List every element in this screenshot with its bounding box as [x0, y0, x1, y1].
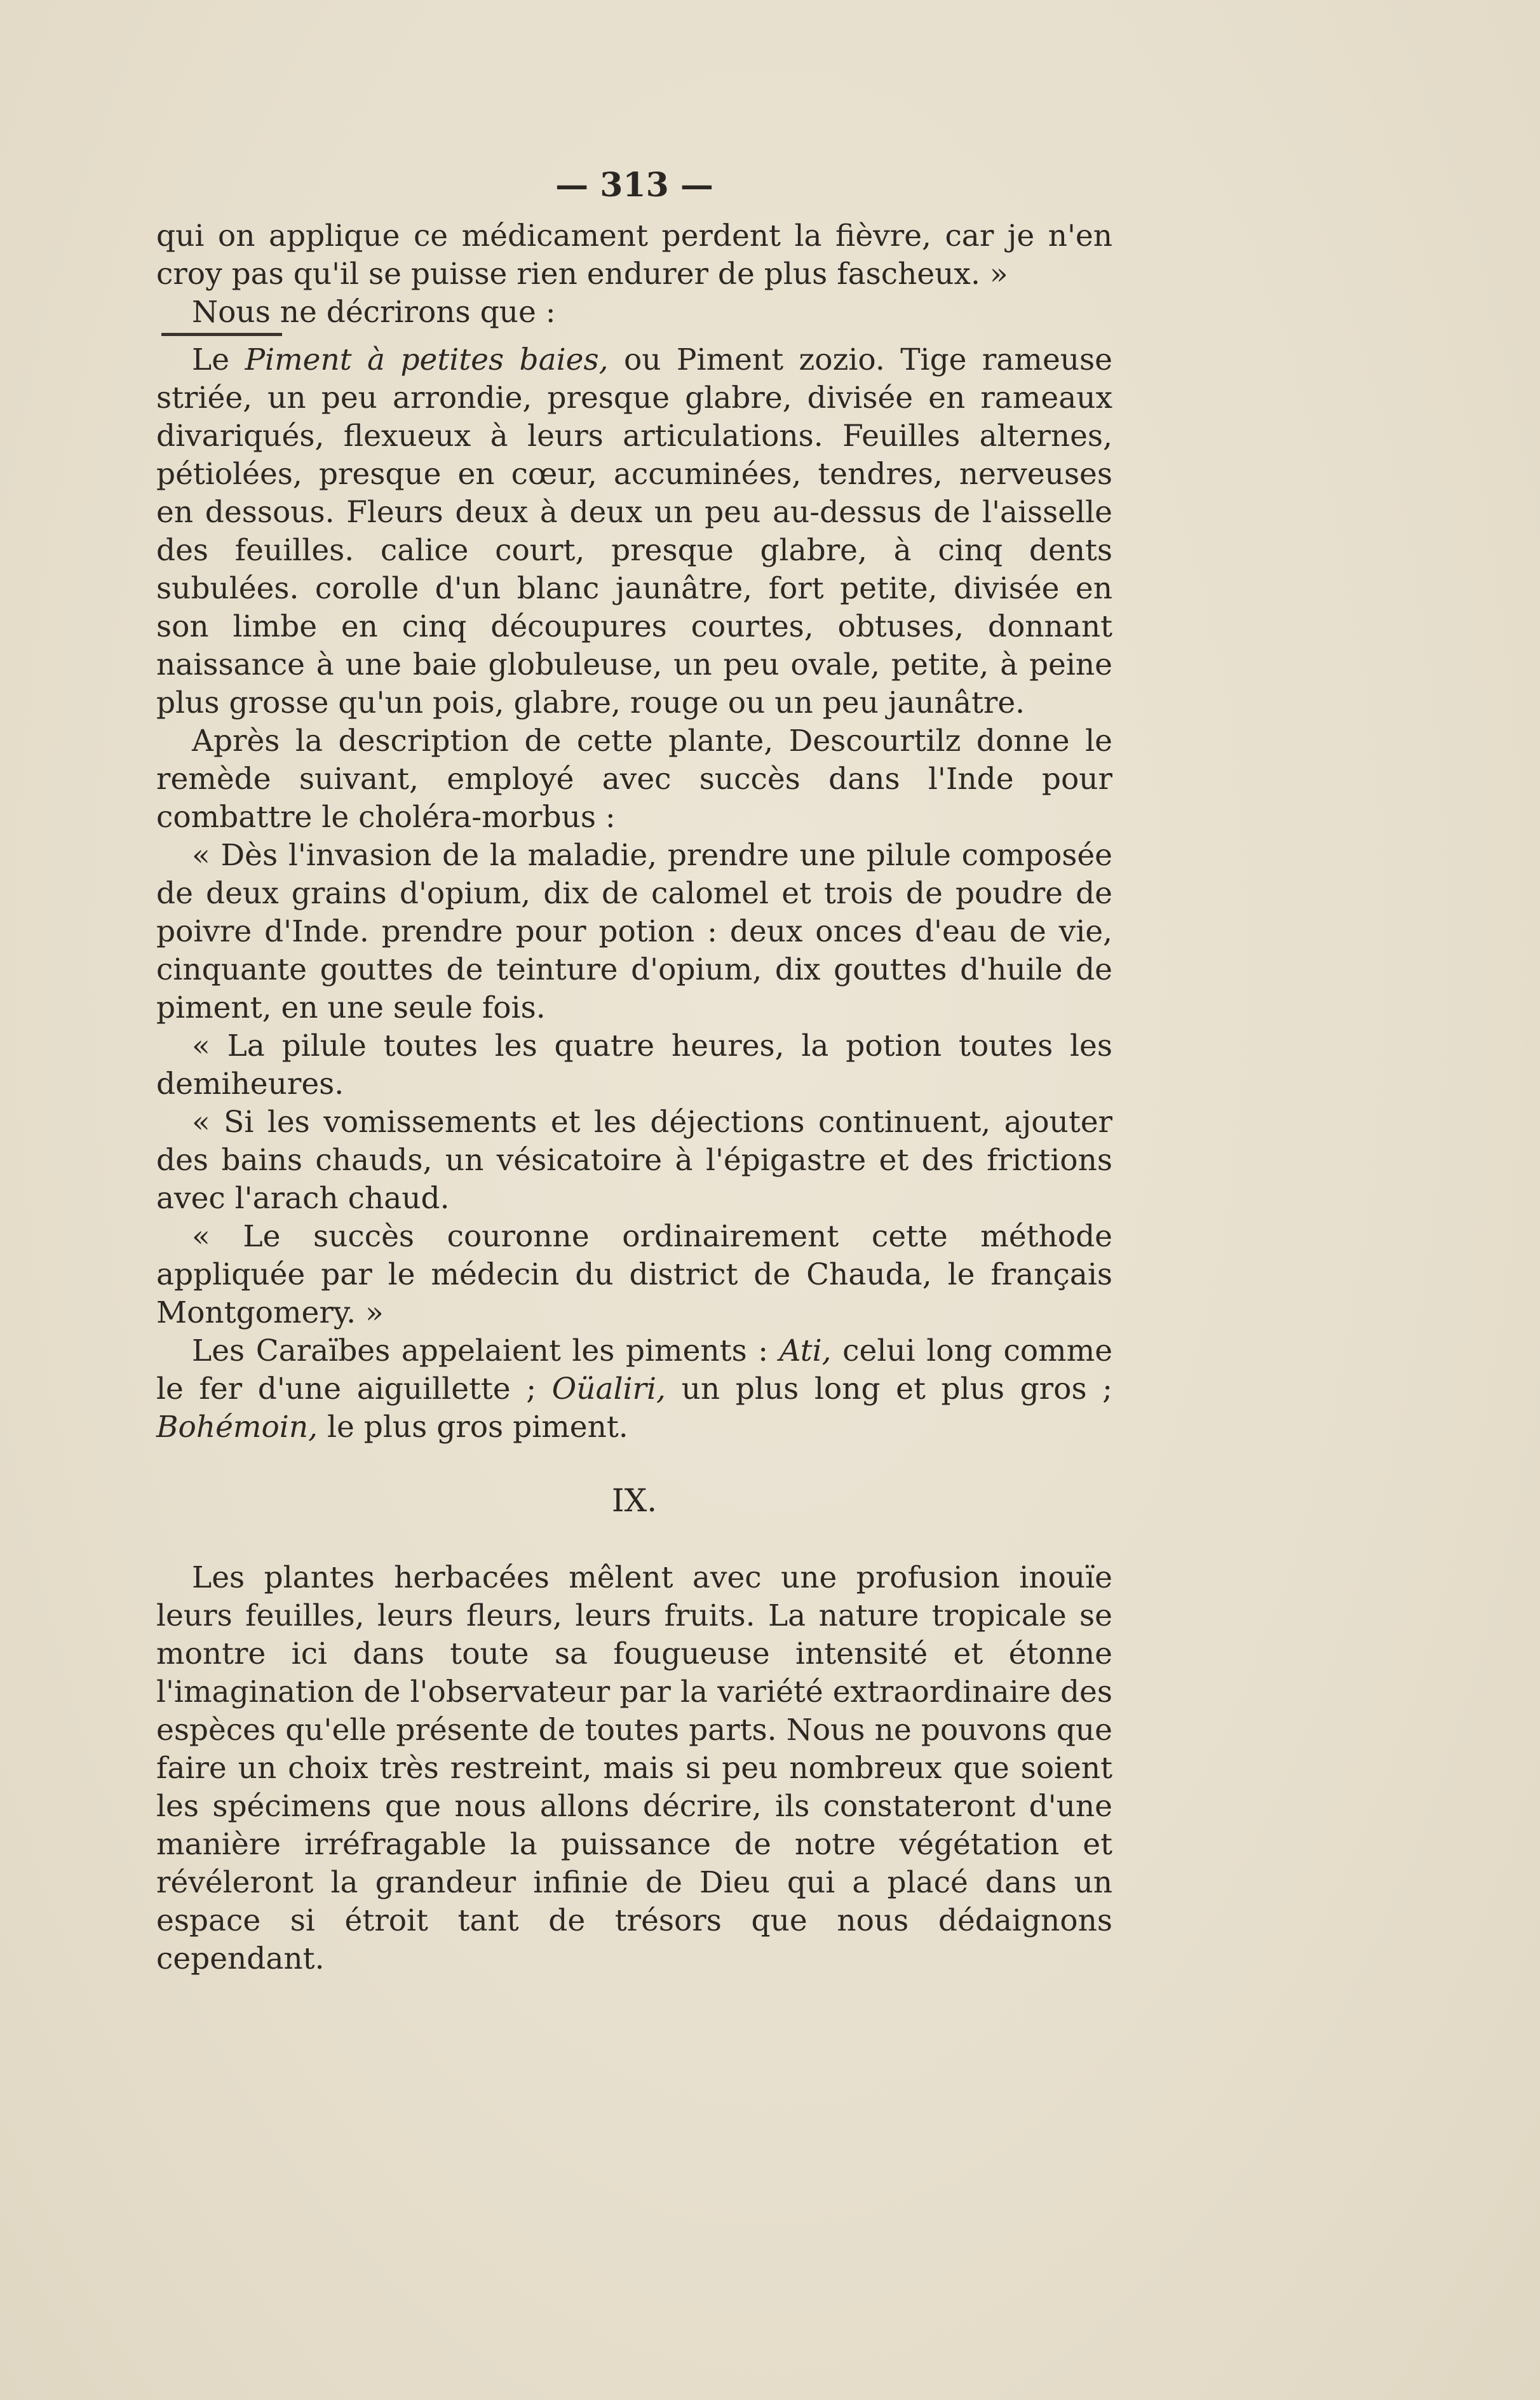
section-heading: IX.: [611, 1482, 658, 1519]
paragraph-remedy-continuation: « Si les vomissements et les déjections continuent, ajouter des bains chauds, un vésicatoire à l'épigastre et des frictions avec l'arach chaud.: [156, 1105, 1112, 1216]
caraibes-name-bohemoin: Bohémoin,: [156, 1410, 318, 1445]
page-text-block: [156, 166, 1112, 1978]
page-number: — 313 —: [555, 166, 713, 205]
paragraph-remedy-dose: « Dès l'invasion de la maladie, prendre une pilule composée de deux grains d'opium, dix de calomel et trois de poudre de poivre d'Inde. prendre pour potion : deux onces d'eau de vie, cinquante gouttes de teinture d'opium, dix gouttes d'huile de piment, en une seule fois.: [156, 838, 1112, 1025]
piment-body: ou Piment zozio. Tige rameuse striée, un peu arrondie, presque glabre, divisée en rameaux divariqués, flexueux à leurs articulations. Feuilles alternes, pétiolées, presque en cœur, accuminées, tendres, nerveuses en dessous. Fleurs deux à deux un peu au-dessus de l'aisselle des feuilles. calice court, presque glabre, à cinq dents subulées. corolle d'un blanc jaunâtre, fort petite, divisée en son limbe en cinq découpures courtes, obtuses, donnant naissance à une baie globuleuse, un peu ovale, petite, à peine plus grosse qu'un pois, glabre, rouge ou un peu jaunâtre.: [156, 342, 1112, 720]
paragraph-remedy-frequency: « La pilule toutes les quatre heures, la potion toutes les demiheures.: [156, 1028, 1112, 1102]
piment-name-italic: Piment à petites baies,: [245, 342, 609, 377]
paragraph-caraibes: [156, 1332, 1112, 1446]
paragraph-remedy-intro: Après la description de cette plante, Descourtilz donne le remède suivant, employé avec succès dans l'Inde pour combattre le choléra-morbus :: [156, 724, 1112, 835]
paragraph-herbaceous-plants: Les plantes herbacées mêlent avec une profusion inouïe leurs feuilles, leurs fleurs, leurs fruits. La nature tropicale se montre ici dans toute sa fougueuse intensité et étonne l'imagination de l'observateur par la variété extraordinaire des espèces qu'elle présente de toutes parts. Nous ne pouvons que faire un choix très restreint, mais si peu nombreux que soient les spécimens que nous allons décrire, ils constateront d'une manière irréfragable la puissance de notre végétation et révéleront la grandeur infinie de Dieu qui a placé dans un espace si étroit tant de trésors que nous dédaignons cependant.: [156, 1560, 1112, 1976]
caraibes-name-ati: Ati,: [779, 1333, 832, 1368]
paragraph-intro: Nous ne décrirons que :: [192, 295, 556, 330]
underline-rule: [161, 333, 282, 336]
caraibes-text-3: un plus long et plus gros ;: [666, 1372, 1113, 1406]
paragraph-continuation: qui on applique ce médicament perdent la fièvre, car je n'en croy pas qu'il se puisse rien endurer de plus fascheux. »: [156, 219, 1112, 292]
caraibes-text-1: Les Caraïbes appelaient les piments :: [192, 1333, 780, 1368]
caraibes-name-oualiri: Oüaliri,: [551, 1372, 666, 1406]
caraibes-text-4: le plus gros piment.: [318, 1410, 628, 1445]
paragraph-piment-description: [156, 341, 1112, 722]
paragraph-remedy-success: « Le succès couronne ordinairement cette méthode appliquée par le médecin du district de Chauda, le français Montgomery. »: [156, 1219, 1112, 1330]
piment-lead: Le: [192, 342, 245, 377]
caraibes-text-2: celui long comme le fer d'une aiguillette ;: [156, 1333, 1113, 1406]
